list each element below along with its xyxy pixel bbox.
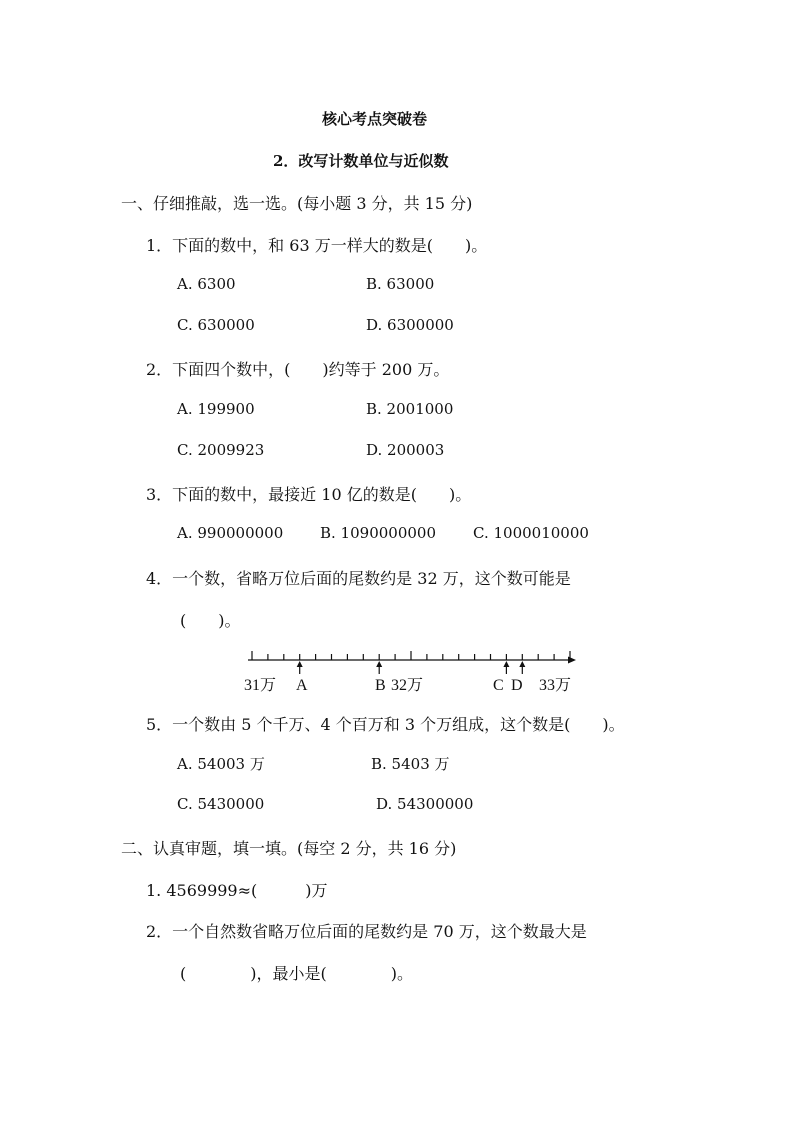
- q1-option-d: D. 6300000: [366, 316, 454, 334]
- fill-question-1: 1. 4569999≈( )万: [146, 881, 328, 900]
- point-arrow-d: [519, 661, 525, 674]
- q5-option-d: D. 54300000: [376, 795, 474, 813]
- point-arrow-a: [297, 661, 303, 674]
- q2-option-d: D. 200003: [366, 441, 445, 459]
- point-arrow-c: [503, 661, 509, 674]
- q1-option-b: B. 63000: [366, 275, 435, 293]
- section-heading-2: 二、认真审题，填一填。(每空 2 分，共 16 分): [121, 839, 457, 858]
- q2-option-a: A. 199900: [177, 400, 255, 418]
- page-subtitle: 2．改写计数单位与近似数: [273, 152, 449, 170]
- label-a: A: [296, 677, 308, 694]
- q1-option-c: C. 630000: [177, 316, 255, 334]
- page-title: 核心考点突破卷: [322, 110, 428, 128]
- label-b: B: [375, 677, 386, 694]
- question-4-blank: ( )。: [180, 611, 241, 630]
- question-4: 4．一个数，省略万位后面的尾数约是 32 万，这个数可能是: [146, 569, 571, 588]
- q5-option-c: C. 5430000: [177, 795, 265, 813]
- fill-question-2-blanks: ( )，最小是( )。: [180, 964, 413, 983]
- q2-option-b: B. 2001000: [366, 400, 454, 418]
- question-1: 1．下面的数中，和 63 万一样大的数是( )。: [146, 236, 488, 255]
- question-3: 3．下面的数中，最接近 10 亿的数是( )。: [146, 485, 472, 504]
- question-2: 2．下面四个数中，( )约等于 200 万。: [146, 360, 450, 379]
- label-31wan: 31万: [244, 677, 277, 694]
- q1-option-a: A. 6300: [177, 275, 236, 293]
- label-32wan: 32万: [391, 677, 424, 694]
- number-line-ticks: [252, 651, 570, 660]
- q5-option-b: B. 5403 万: [371, 755, 450, 773]
- question-5: 5．一个数由 5 个千万、4 个百万和 3 个万组成，这个数是( )。: [146, 715, 625, 734]
- section-heading-1: 一、仔细推敲，选一选。(每小题 3 分，共 15 分): [121, 194, 473, 213]
- q3-option-c: C. 1000010000: [473, 524, 589, 542]
- q3-option-a: A. 990000000: [177, 524, 284, 542]
- q2-option-c: C. 2009923: [177, 441, 265, 459]
- point-arrow-b: [376, 661, 382, 674]
- number-line-point-arrows: [297, 661, 526, 674]
- q3-option-b: B. 1090000000: [320, 524, 436, 542]
- label-d: D: [511, 677, 523, 694]
- number-line-arrowhead: [568, 657, 576, 664]
- label-c: C: [493, 677, 504, 694]
- label-33wan: 33万: [539, 677, 572, 694]
- fill-question-2: 2．一个自然数省略万位后面的尾数约是 70 万，这个数最大是: [146, 922, 587, 941]
- q5-option-a: A. 54003 万: [177, 755, 265, 773]
- number-line: [238, 640, 588, 700]
